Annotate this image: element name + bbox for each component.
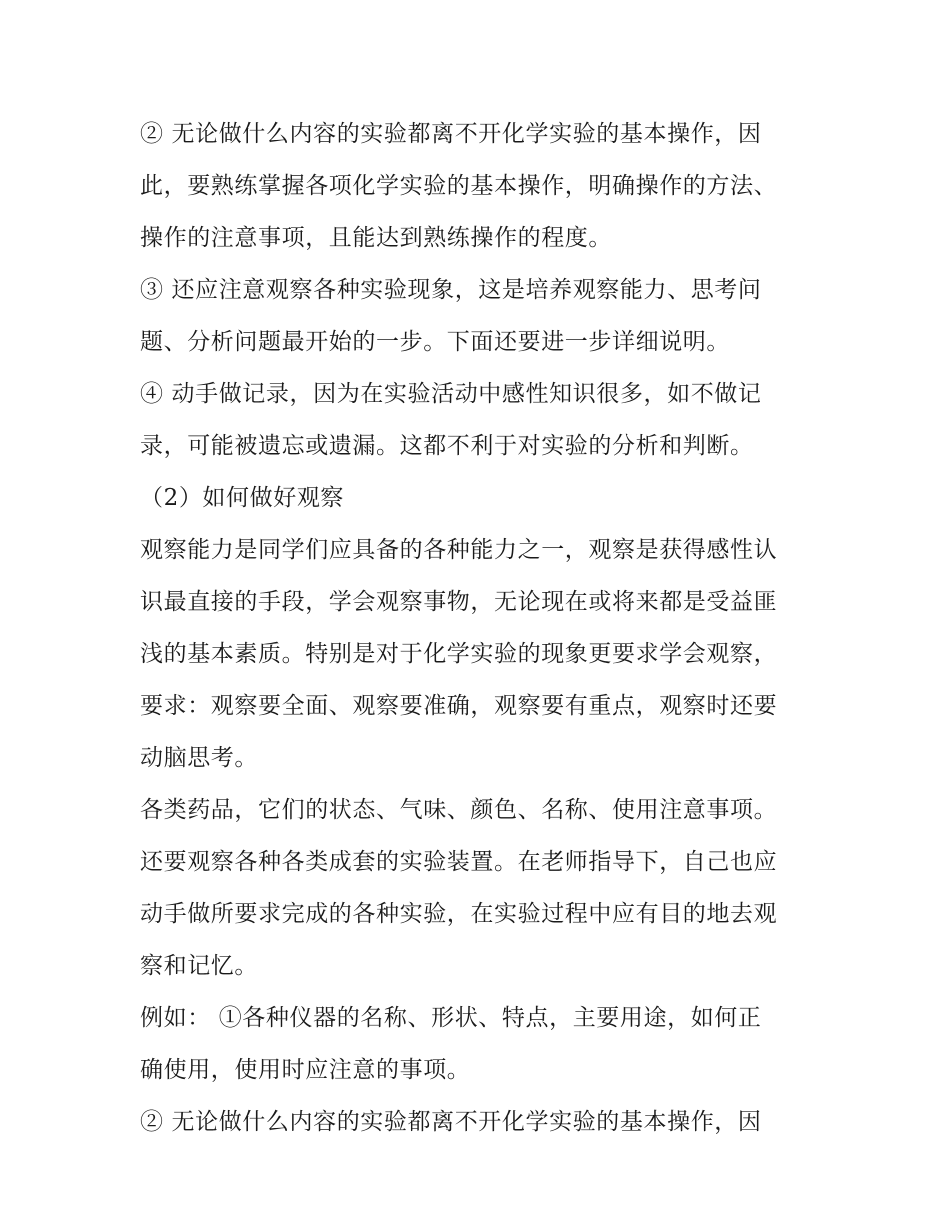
paragraph-line: 动手做所要求完成的各种实验，在实验过程中应有目的地去观	[140, 901, 778, 927]
paragraph-line: 各类药品，它们的状态、气味、颜色、名称、使用注意事项。	[140, 797, 778, 823]
paragraph-line: 例如： ①各种仪器的名称、形状、特点，主要用途，如何正	[140, 1005, 762, 1031]
paragraph-line: 还要观察各种各类成套的实验装置。在老师指导下，自己也应	[140, 849, 778, 875]
paragraph-line: 此，要熟练掌握各项化学实验的基本操作，明确操作的方法、	[140, 173, 778, 199]
paragraph-line: 观察能力是同学们应具备的各种能力之一，观察是获得感性认	[140, 537, 778, 563]
paragraph-line: 动脑思考。	[140, 745, 258, 771]
paragraph-line: 浅的基本素质。特别是对于化学实验的现象更要求学会观察，	[140, 641, 778, 667]
paragraph-line: ② 无论做什么内容的实验都离不开化学实验的基本操作，因	[140, 121, 762, 147]
paragraph-line: ④ 动手做记录，因为在实验活动中感性知识很多，如不做记	[140, 381, 762, 407]
paragraph-line: 录，可能被遗忘或遗漏。这都不利于对实验的分析和判断。	[140, 433, 754, 459]
paragraph-line: 识最直接的手段，学会观察事物，无论现在或将来都是受益匪	[140, 589, 778, 615]
paragraph-line: 察和记忆。	[140, 953, 258, 979]
paragraph-line: 要求：观察要全面、观察要准确，观察要有重点，观察时还要	[140, 693, 778, 719]
document-body	[140, 108, 820, 1148]
paragraph-line: 确使用，使用时应注意的事项。	[140, 1057, 471, 1083]
paragraph-line: ② 无论做什么内容的实验都离不开化学实验的基本操作，因	[140, 1109, 762, 1135]
section-heading: （2）如何做好观察	[140, 485, 345, 511]
paragraph-line: 操作的注意事项，且能达到熟练操作的程度。	[140, 225, 612, 251]
paragraph-line: 题、分析问题最开始的一步。下面还要进一步详细说明。	[140, 329, 730, 355]
paragraph-line: ③ 还应注意观察各种实验现象，这是培养观察能力、思考问	[140, 277, 762, 303]
